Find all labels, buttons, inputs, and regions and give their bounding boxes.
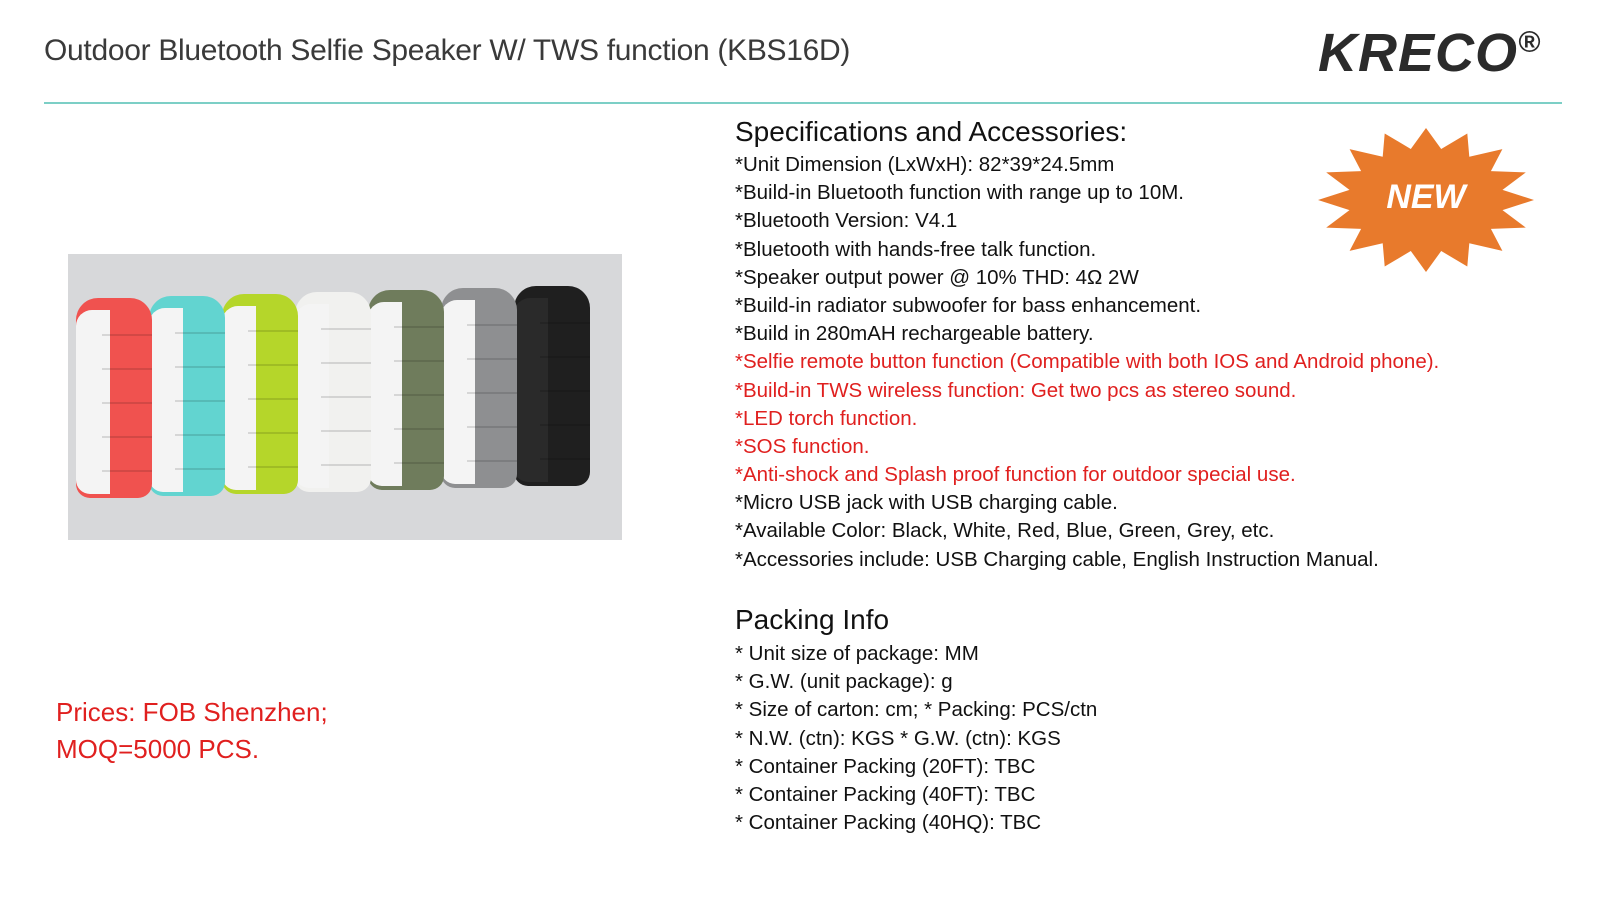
new-badge-label: NEW xyxy=(1386,178,1466,216)
packing-item: * G.W. (unit package): g xyxy=(735,670,953,694)
speaker-rib xyxy=(102,402,152,404)
registered-mark: ® xyxy=(1518,26,1542,59)
speaker-rib xyxy=(394,428,444,430)
speaker-rib xyxy=(467,392,517,394)
packing-list xyxy=(735,640,1097,837)
speaker-unit xyxy=(368,290,444,490)
speaker-rib xyxy=(175,434,225,436)
speaker-rib xyxy=(321,328,371,330)
speaker-rib xyxy=(102,334,152,336)
brand-logo-text: KRECO xyxy=(1318,23,1519,83)
spec-item: *LED torch function. xyxy=(735,406,918,430)
speaker-rib xyxy=(540,322,590,324)
speaker-unit xyxy=(76,298,152,498)
speaker-rib xyxy=(175,400,225,402)
speaker-rib xyxy=(467,460,517,462)
speaker-rib xyxy=(394,326,444,328)
speaker-rib xyxy=(540,424,590,426)
speaker-rib xyxy=(102,368,152,370)
spec-item: *Build in 280mAH rechargeable battery. xyxy=(735,322,1094,346)
speaker-rib xyxy=(321,464,371,466)
speaker-rib xyxy=(467,324,517,326)
packing-item: * Size of carton: cm; * Packing: PCS/ctn xyxy=(735,698,1098,722)
spec-item: *Speaker output power @ 10% THD: 4Ω 2W xyxy=(735,265,1139,289)
packing-item: * Container Packing (40FT): TBC xyxy=(735,782,1036,806)
speaker-rib xyxy=(175,332,225,334)
speaker-rib xyxy=(321,396,371,398)
speaker-rib xyxy=(540,390,590,392)
speaker-unit xyxy=(295,292,371,492)
speaker-unit xyxy=(514,286,590,486)
speaker-unit xyxy=(149,296,225,496)
brand-logo xyxy=(1318,22,1541,84)
prices-block xyxy=(56,694,328,768)
spec-item: *Available Color: Black, White, Red, Blue, Green, Grey, etc. xyxy=(735,519,1275,543)
product-photo xyxy=(68,254,622,540)
spec-item: *Build-in TWS wireless function: Get two pcs as stereo sound. xyxy=(735,378,1297,402)
prices-line-fob: Prices: FOB Shenzhen; xyxy=(56,697,328,727)
speaker-rib xyxy=(540,356,590,358)
speaker-rib xyxy=(394,394,444,396)
speaker-rib xyxy=(248,364,298,366)
speaker-rib xyxy=(540,458,590,460)
packing-item: * Container Packing (40HQ): TBC xyxy=(735,811,1042,835)
speaker-rib xyxy=(102,436,152,438)
speaker-rib xyxy=(394,360,444,362)
speaker-rib xyxy=(175,366,225,368)
speaker-rib xyxy=(394,462,444,464)
speaker-rib xyxy=(248,330,298,332)
speaker-rib xyxy=(248,466,298,468)
speaker-rib xyxy=(102,470,152,472)
spec-item: *Bluetooth Version: V4.1 xyxy=(735,209,958,233)
speaker-rib xyxy=(467,426,517,428)
spec-item: *Selfie remote button function (Compatible with both IOS and Android phone). xyxy=(735,350,1440,374)
page-title: Outdoor Bluetooth Selfie Speaker W/ TWS function (KBS16D) xyxy=(44,34,851,67)
speaker-rib xyxy=(321,362,371,364)
speaker-rib xyxy=(248,432,298,434)
prices-line-moq: MOQ=5000 PCS. xyxy=(56,734,260,764)
packing-title: Packing Info xyxy=(735,604,890,635)
packing-item: * Unit size of package: MM xyxy=(735,642,979,665)
spec-item: *Bluetooth with hands-free talk function. xyxy=(735,237,1097,261)
packing-item: * Container Packing (20FT): TBC xyxy=(735,754,1036,778)
speaker-rib xyxy=(175,468,225,470)
spec-item: *Build-in radiator subwoofer for bass enhancement. xyxy=(735,293,1202,317)
spec-item: *Accessories include: USB Charging cable, English Instruction Manual. xyxy=(735,547,1379,571)
speaker-rib xyxy=(321,430,371,432)
header-divider xyxy=(44,102,1562,104)
spec-item: *Anti-shock and Splash proof function for outdoor special use. xyxy=(735,463,1296,487)
specs-title: Specifications and Accessories: xyxy=(735,116,1128,147)
spec-item: *Micro USB jack with USB charging cable. xyxy=(735,491,1118,515)
packing-item: * N.W. (ctn): KGS * G.W. (ctn): KGS xyxy=(735,726,1061,750)
speaker-rib xyxy=(248,398,298,400)
speaker-unit xyxy=(222,294,298,494)
spec-item: *SOS function. xyxy=(735,434,870,458)
speaker-rib xyxy=(467,358,517,360)
spec-item: *Unit Dimension (LxWxH): 82*39*24.5mm xyxy=(735,153,1115,176)
spec-item: *Build-in Bluetooth function with range up to 10M. xyxy=(735,181,1184,205)
speaker-unit xyxy=(441,288,517,488)
